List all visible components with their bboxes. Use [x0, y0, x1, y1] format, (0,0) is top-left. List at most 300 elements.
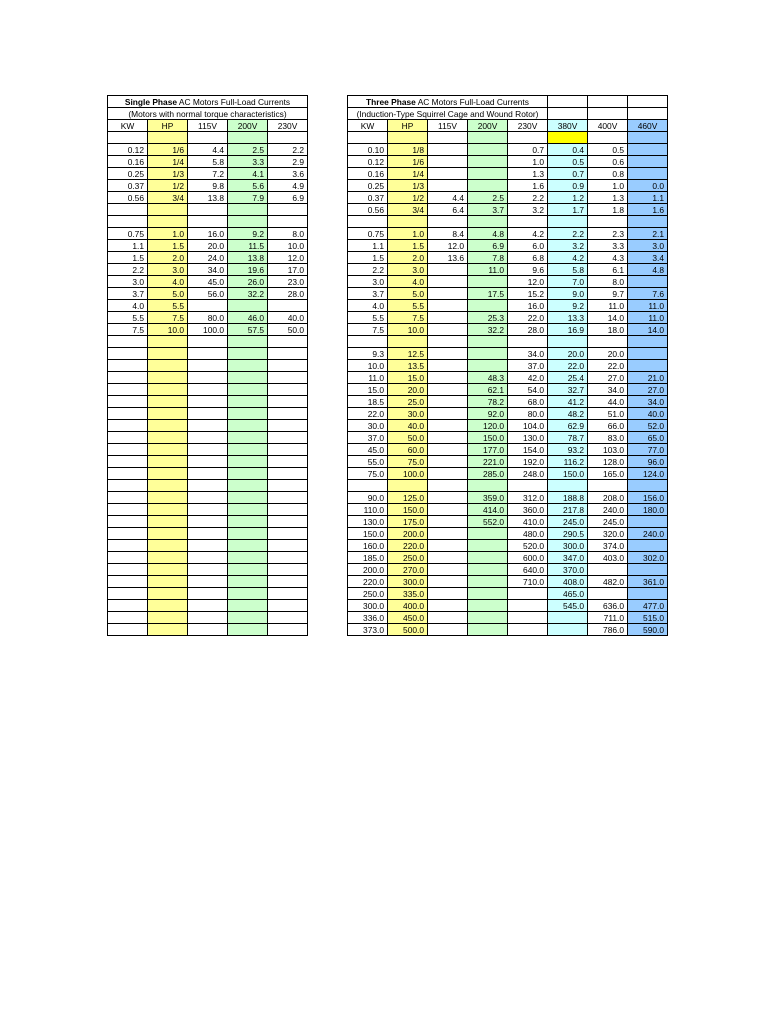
- tp-200v-cell: 32.2: [468, 324, 508, 336]
- tp-200v-cell: 4.8: [468, 228, 508, 240]
- header-row: [108, 120, 668, 132]
- tp-115v-cell: [428, 480, 468, 492]
- sp-230v-cell: 50.0: [268, 324, 308, 336]
- sp-hp-cell: 5.0: [148, 288, 188, 300]
- tp-230v-cell: 68.0: [508, 396, 548, 408]
- sp-200v-cell: [228, 300, 268, 312]
- sp-hp-cell: [148, 504, 188, 516]
- sp-230v-cell: [268, 216, 308, 228]
- tp-460v-cell: 0.0: [628, 180, 668, 192]
- table-row: [108, 444, 668, 456]
- tp-230v-cell: [508, 588, 548, 600]
- tp-230v-cell: 104.0: [508, 420, 548, 432]
- sp-230v-cell: 2.9: [268, 156, 308, 168]
- tp-380v-cell: 116.2: [548, 456, 588, 468]
- sp-115v-cell: 9.8: [188, 180, 228, 192]
- tp-460v-cell: 302.0: [628, 552, 668, 564]
- tp-200v-cell: [468, 168, 508, 180]
- sp-hp-cell: [148, 432, 188, 444]
- sp-200v-cell: 5.6: [228, 180, 268, 192]
- tp-hp-cell: 10.0: [388, 324, 428, 336]
- tp-hp-cell: 220.0: [388, 540, 428, 552]
- tp-400v-cell: [588, 588, 628, 600]
- tp-400v-cell: 165.0: [588, 468, 628, 480]
- tp-400v-cell: 711.0: [588, 612, 628, 624]
- tp-230v-cell: 1.6: [508, 180, 548, 192]
- sp-115v-cell: [188, 132, 228, 144]
- tp-kw-cell: 30.0: [348, 420, 388, 432]
- sp-hp-cell: [148, 132, 188, 144]
- tp-200v-cell: [468, 600, 508, 612]
- tp-460v-cell: 240.0: [628, 528, 668, 540]
- table-row: [108, 144, 668, 156]
- sp-200v-cell: [228, 504, 268, 516]
- tp-200v-cell: [468, 624, 508, 636]
- table-row: [108, 360, 668, 372]
- tp-200v-cell: 359.0: [468, 492, 508, 504]
- sp-200v-cell: [228, 348, 268, 360]
- tp-400v-cell: 22.0: [588, 360, 628, 372]
- sp-200v-cell: 7.9: [228, 192, 268, 204]
- tp-kw-cell: [348, 480, 388, 492]
- tp-200v-cell: [468, 300, 508, 312]
- sp-200v-cell: [228, 132, 268, 144]
- tp-380v-cell: 217.8: [548, 504, 588, 516]
- sp-230v-cell: [268, 624, 308, 636]
- tp-230v-cell: [508, 132, 548, 144]
- tp-kw-cell: 3.0: [348, 276, 388, 288]
- tp-hp-cell: 7.5: [388, 312, 428, 324]
- tp-400v-cell: 1.3: [588, 192, 628, 204]
- tp-380v-cell: 0.4: [548, 144, 588, 156]
- tp-380v-cell: [548, 612, 588, 624]
- tp-kw-cell: 45.0: [348, 444, 388, 456]
- tp-400v-cell: 0.8: [588, 168, 628, 180]
- table-row: [108, 240, 668, 252]
- sp-200v-cell: [228, 516, 268, 528]
- table-row: [108, 192, 668, 204]
- sp-hp-cell: 10.0: [148, 324, 188, 336]
- tp-400v-cell: [588, 216, 628, 228]
- sp-115v-cell: [188, 492, 228, 504]
- tp-400v-cell: 0.5: [588, 144, 628, 156]
- header-115v: 115V: [428, 120, 468, 132]
- tp-460v-cell: 4.8: [628, 264, 668, 276]
- tp-115v-cell: [428, 288, 468, 300]
- tp-230v-cell: 360.0: [508, 504, 548, 516]
- tp-kw-cell: 2.2: [348, 264, 388, 276]
- sp-hp-cell: 1/6: [148, 144, 188, 156]
- tp-460v-cell: [628, 276, 668, 288]
- sp-230v-cell: [268, 360, 308, 372]
- sp-hp-cell: [148, 552, 188, 564]
- sp-115v-cell: 7.2: [188, 168, 228, 180]
- tp-kw-cell: 11.0: [348, 372, 388, 384]
- tp-380v-cell: 48.2: [548, 408, 588, 420]
- sp-200v-cell: 32.2: [228, 288, 268, 300]
- tp-460v-cell: 11.0: [628, 312, 668, 324]
- sp-hp-cell: [148, 372, 188, 384]
- tp-200v-cell: 221.0: [468, 456, 508, 468]
- sp-200v-cell: [228, 204, 268, 216]
- tp-230v-cell: 1.0: [508, 156, 548, 168]
- sp-hp-cell: 3/4: [148, 192, 188, 204]
- tp-380v-cell: 1.2: [548, 192, 588, 204]
- tp-hp-cell: 40.0: [388, 420, 428, 432]
- tp-460v-cell: 124.0: [628, 468, 668, 480]
- sp-kw-cell: 0.12: [108, 144, 148, 156]
- tp-hp-cell: 2.0: [388, 252, 428, 264]
- table-row: [108, 204, 668, 216]
- table-row: [108, 252, 668, 264]
- tp-380v-cell: 290.5: [548, 528, 588, 540]
- sp-115v-cell: 20.0: [188, 240, 228, 252]
- tp-400v-cell: 0.6: [588, 156, 628, 168]
- table-row: [108, 624, 668, 636]
- tp-400v-cell: 245.0: [588, 516, 628, 528]
- sp-230v-cell: [268, 204, 308, 216]
- sp-115v-cell: [188, 480, 228, 492]
- tp-hp-cell: [388, 480, 428, 492]
- tp-hp-cell: 3.0: [388, 264, 428, 276]
- sp-230v-cell: 10.0: [268, 240, 308, 252]
- title-row: [108, 96, 668, 108]
- tp-380v-cell: 347.0: [548, 552, 588, 564]
- tp-kw-cell: 5.5: [348, 312, 388, 324]
- sp-hp-cell: [148, 480, 188, 492]
- sp-230v-cell: [268, 336, 308, 348]
- sp-230v-cell: [268, 384, 308, 396]
- tp-200v-cell: [468, 132, 508, 144]
- sp-230v-cell: [268, 564, 308, 576]
- table-row: [108, 228, 668, 240]
- sp-hp-cell: 1/2: [148, 180, 188, 192]
- sp-230v-cell: 40.0: [268, 312, 308, 324]
- tp-hp-cell: 1/6: [388, 156, 428, 168]
- tp-kw-cell: 0.75: [348, 228, 388, 240]
- tp-kw-cell: 0.10: [348, 144, 388, 156]
- sp-hp-cell: [148, 348, 188, 360]
- sp-115v-cell: [188, 432, 228, 444]
- sp-115v-cell: 45.0: [188, 276, 228, 288]
- sp-kw-cell: [108, 480, 148, 492]
- sp-kw-cell: [108, 576, 148, 588]
- tp-115v-cell: [428, 144, 468, 156]
- sp-hp-cell: [148, 492, 188, 504]
- sp-kw-cell: 1.1: [108, 240, 148, 252]
- sp-200v-cell: [228, 360, 268, 372]
- sp-200v-cell: [228, 216, 268, 228]
- sp-200v-cell: [228, 408, 268, 420]
- tp-200v-cell: 285.0: [468, 468, 508, 480]
- tp-380v-cell: 93.2: [548, 444, 588, 456]
- tp-115v-cell: [428, 528, 468, 540]
- sp-200v-cell: [228, 528, 268, 540]
- sp-hp-cell: [148, 444, 188, 456]
- sp-200v-cell: [228, 372, 268, 384]
- sp-115v-cell: [188, 504, 228, 516]
- table-row: [108, 612, 668, 624]
- tp-kw-cell: 0.16: [348, 168, 388, 180]
- table-row: [108, 396, 668, 408]
- tp-200v-cell: 11.0: [468, 264, 508, 276]
- table-row: [108, 276, 668, 288]
- tp-230v-cell: [508, 336, 548, 348]
- tp-hp-cell: 1/3: [388, 180, 428, 192]
- tp-200v-cell: [468, 588, 508, 600]
- tp-400v-cell: 482.0: [588, 576, 628, 588]
- sp-hp-cell: 2.0: [148, 252, 188, 264]
- tp-460v-cell: [628, 360, 668, 372]
- tp-400v-cell: 320.0: [588, 528, 628, 540]
- sp-kw-cell: [108, 420, 148, 432]
- tp-hp-cell: 1/2: [388, 192, 428, 204]
- sp-kw-cell: [108, 504, 148, 516]
- tp-200v-cell: [468, 276, 508, 288]
- header-230v: 230V: [508, 120, 548, 132]
- tp-400v-cell: 44.0: [588, 396, 628, 408]
- sp-kw-cell: 0.37: [108, 180, 148, 192]
- tp-200v-cell: 150.0: [468, 432, 508, 444]
- tp-400v-cell: 6.1: [588, 264, 628, 276]
- tp-115v-cell: [428, 216, 468, 228]
- sp-kw-cell: [108, 384, 148, 396]
- tp-kw-cell: 150.0: [348, 528, 388, 540]
- tp-115v-cell: [428, 588, 468, 600]
- tp-460v-cell: 3.0: [628, 240, 668, 252]
- sp-230v-cell: [268, 600, 308, 612]
- tp-115v-cell: [428, 312, 468, 324]
- tp-kw-cell: 1.1: [348, 240, 388, 252]
- tp-230v-cell: 600.0: [508, 552, 548, 564]
- tp-hp-cell: [388, 132, 428, 144]
- sp-115v-cell: [188, 408, 228, 420]
- sp-230v-cell: [268, 552, 308, 564]
- tp-400v-cell: [588, 480, 628, 492]
- tp-460v-cell: 361.0: [628, 576, 668, 588]
- sp-115v-cell: [188, 384, 228, 396]
- sp-230v-cell: [268, 540, 308, 552]
- tp-230v-cell: 154.0: [508, 444, 548, 456]
- tp-460v-cell: 52.0: [628, 420, 668, 432]
- tp-kw-cell: [348, 132, 388, 144]
- tp-hp-cell: 60.0: [388, 444, 428, 456]
- tp-230v-cell: 640.0: [508, 564, 548, 576]
- tp-115v-cell: [428, 456, 468, 468]
- tp-460v-cell: [628, 480, 668, 492]
- tp-380v-cell: 465.0: [548, 588, 588, 600]
- tp-kw-cell: 75.0: [348, 468, 388, 480]
- sp-230v-cell: [268, 576, 308, 588]
- tp-400v-cell: 2.3: [588, 228, 628, 240]
- tp-115v-cell: [428, 600, 468, 612]
- tp-hp-cell: 50.0: [388, 432, 428, 444]
- tp-460v-cell: 27.0: [628, 384, 668, 396]
- tp-115v-cell: [428, 516, 468, 528]
- three-phase-subtitle: (Induction-Type Squirrel Cage and Wound Rotor): [348, 108, 548, 120]
- sp-115v-cell: [188, 456, 228, 468]
- tp-115v-cell: [428, 444, 468, 456]
- sp-200v-cell: [228, 576, 268, 588]
- table-row: [108, 180, 668, 192]
- tp-kw-cell: 22.0: [348, 408, 388, 420]
- tp-115v-cell: [428, 324, 468, 336]
- tp-hp-cell: 1/8: [388, 144, 428, 156]
- sp-200v-cell: [228, 396, 268, 408]
- header-hp: HP: [148, 120, 188, 132]
- sp-115v-cell: [188, 516, 228, 528]
- tp-460v-cell: [628, 216, 668, 228]
- tp-hp-cell: 12.5: [388, 348, 428, 360]
- sp-hp-cell: 1.5: [148, 240, 188, 252]
- tp-hp-cell: 4.0: [388, 276, 428, 288]
- tp-230v-cell: 54.0: [508, 384, 548, 396]
- sp-115v-cell: [188, 420, 228, 432]
- tp-400v-cell: 374.0: [588, 540, 628, 552]
- tp-115v-cell: 4.4: [428, 192, 468, 204]
- tp-230v-cell: 710.0: [508, 576, 548, 588]
- tp-hp-cell: 250.0: [388, 552, 428, 564]
- tp-380v-cell: 545.0: [548, 600, 588, 612]
- tp-hp-cell: 30.0: [388, 408, 428, 420]
- sp-115v-cell: [188, 624, 228, 636]
- sp-230v-cell: [268, 612, 308, 624]
- tp-380v-cell: 5.8: [548, 264, 588, 276]
- tp-115v-cell: [428, 492, 468, 504]
- tp-200v-cell: 25.3: [468, 312, 508, 324]
- tp-460v-cell: 77.0: [628, 444, 668, 456]
- tp-230v-cell: [508, 612, 548, 624]
- table-row: [108, 588, 668, 600]
- tp-400v-cell: 1.8: [588, 204, 628, 216]
- sp-kw-cell: [108, 216, 148, 228]
- sp-115v-cell: [188, 396, 228, 408]
- tp-kw-cell: 300.0: [348, 600, 388, 612]
- sp-115v-cell: 100.0: [188, 324, 228, 336]
- sp-230v-cell: 3.6: [268, 168, 308, 180]
- sp-200v-cell: [228, 612, 268, 624]
- tp-460v-cell: 156.0: [628, 492, 668, 504]
- sp-200v-cell: [228, 444, 268, 456]
- tp-380v-cell: 150.0: [548, 468, 588, 480]
- tp-115v-cell: [428, 180, 468, 192]
- tp-460v-cell: 180.0: [628, 504, 668, 516]
- table-row: [108, 564, 668, 576]
- tp-380v-cell: 9.2: [548, 300, 588, 312]
- sp-kw-cell: 3.0: [108, 276, 148, 288]
- sp-hp-cell: [148, 516, 188, 528]
- sp-hp-cell: [148, 396, 188, 408]
- table-row: [108, 384, 668, 396]
- sp-kw-cell: 0.56: [108, 192, 148, 204]
- tp-200v-cell: [468, 528, 508, 540]
- header-400v: 400V: [588, 120, 628, 132]
- header-kw: KW: [348, 120, 388, 132]
- sp-200v-cell: 4.1: [228, 168, 268, 180]
- sp-115v-cell: 56.0: [188, 288, 228, 300]
- sp-hp-cell: [148, 624, 188, 636]
- tp-115v-cell: [428, 168, 468, 180]
- sp-115v-cell: [188, 300, 228, 312]
- tp-400v-cell: 786.0: [588, 624, 628, 636]
- tp-115v-cell: [428, 432, 468, 444]
- table-row: [108, 516, 668, 528]
- tp-380v-cell: [548, 216, 588, 228]
- table-row: [108, 132, 668, 144]
- tp-115v-cell: [428, 468, 468, 480]
- tp-460v-cell: 1.1: [628, 192, 668, 204]
- tp-460v-cell: 11.0: [628, 300, 668, 312]
- sp-115v-cell: [188, 612, 228, 624]
- tp-230v-cell: 15.2: [508, 288, 548, 300]
- table-row: [108, 600, 668, 612]
- sp-200v-cell: 46.0: [228, 312, 268, 324]
- tp-460v-cell: [628, 336, 668, 348]
- tp-400v-cell: 240.0: [588, 504, 628, 516]
- tp-460v-cell: 7.6: [628, 288, 668, 300]
- sp-kw-cell: [108, 408, 148, 420]
- table-row: [108, 576, 668, 588]
- tp-400v-cell: 1.0: [588, 180, 628, 192]
- tp-115v-cell: [428, 132, 468, 144]
- sp-kw-cell: [108, 372, 148, 384]
- tp-380v-cell: 245.0: [548, 516, 588, 528]
- sp-hp-cell: [148, 420, 188, 432]
- sp-115v-cell: [188, 348, 228, 360]
- tp-hp-cell: 13.5: [388, 360, 428, 372]
- tp-kw-cell: 0.12: [348, 156, 388, 168]
- tp-200v-cell: 3.7: [468, 204, 508, 216]
- tp-380v-cell: 408.0: [548, 576, 588, 588]
- tp-230v-cell: [508, 480, 548, 492]
- tp-200v-cell: 7.8: [468, 252, 508, 264]
- tp-115v-cell: 12.0: [428, 240, 468, 252]
- tp-115v-cell: [428, 552, 468, 564]
- sp-200v-cell: [228, 468, 268, 480]
- tp-115v-cell: 6.4: [428, 204, 468, 216]
- tp-hp-cell: 3/4: [388, 204, 428, 216]
- sp-hp-cell: 4.0: [148, 276, 188, 288]
- sp-hp-cell: [148, 456, 188, 468]
- sp-kw-cell: [108, 468, 148, 480]
- tp-380v-cell: 7.0: [548, 276, 588, 288]
- sp-230v-cell: [268, 444, 308, 456]
- tp-200v-cell: [468, 480, 508, 492]
- tp-460v-cell: 40.0: [628, 408, 668, 420]
- tp-115v-cell: 8.4: [428, 228, 468, 240]
- sp-115v-cell: [188, 336, 228, 348]
- sp-230v-cell: [268, 348, 308, 360]
- tp-200v-cell: 92.0: [468, 408, 508, 420]
- tp-hp-cell: 5.5: [388, 300, 428, 312]
- tp-400v-cell: 11.0: [588, 300, 628, 312]
- sp-200v-cell: 3.3: [228, 156, 268, 168]
- tp-400v-cell: [588, 336, 628, 348]
- tp-380v-cell: 2.2: [548, 228, 588, 240]
- three-phase-title: Three Phase AC Motors Full-Load Currents: [348, 96, 548, 108]
- sp-230v-cell: [268, 432, 308, 444]
- tp-380v-cell: 0.5: [548, 156, 588, 168]
- table-row: [108, 300, 668, 312]
- sp-115v-cell: [188, 204, 228, 216]
- sp-200v-cell: [228, 384, 268, 396]
- sp-200v-cell: [228, 588, 268, 600]
- sp-kw-cell: [108, 432, 148, 444]
- tp-200v-cell: [468, 156, 508, 168]
- tp-460v-cell: 3.4: [628, 252, 668, 264]
- tp-115v-cell: [428, 300, 468, 312]
- tp-400v-cell: 128.0: [588, 456, 628, 468]
